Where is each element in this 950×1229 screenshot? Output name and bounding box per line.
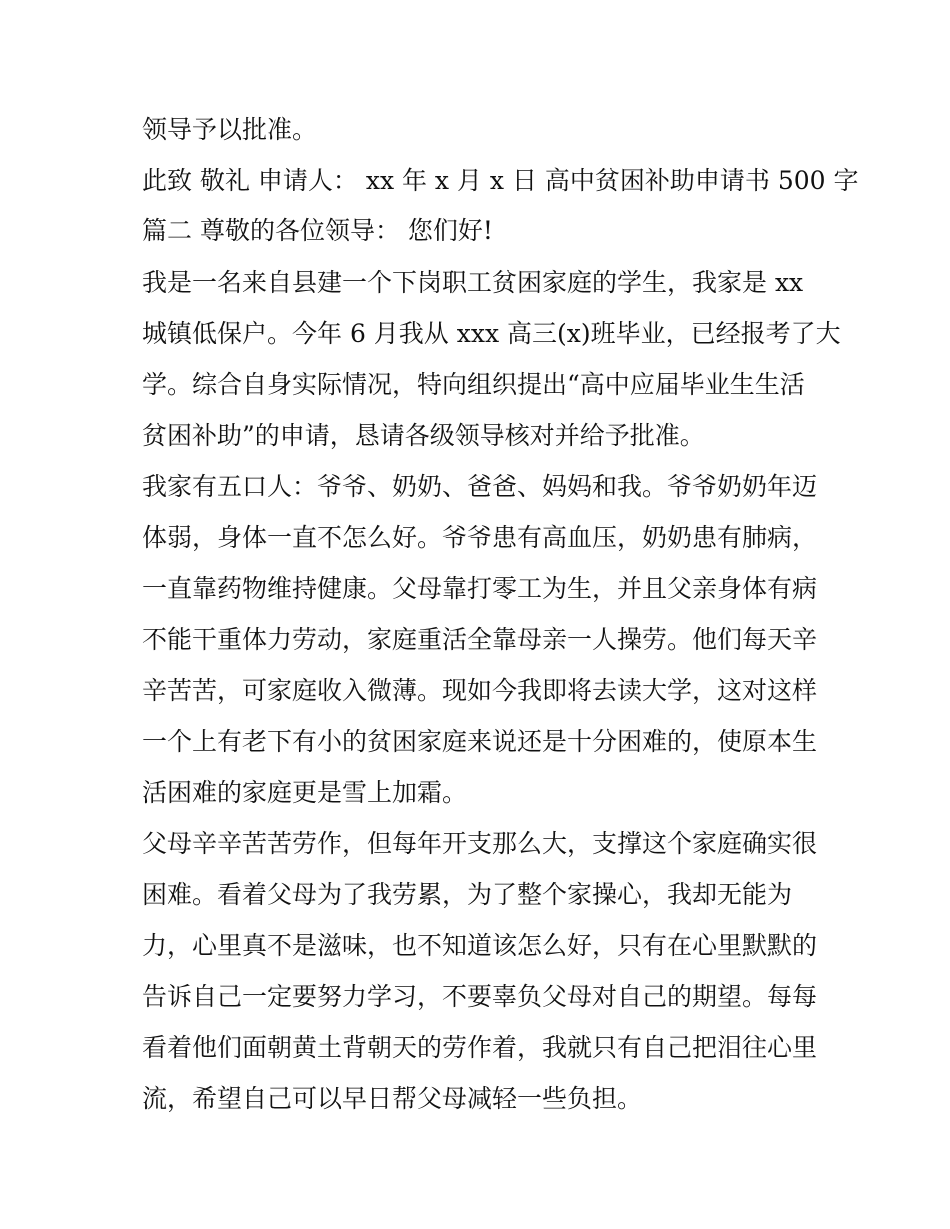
text-line: 告诉自己一定要努力学习，不要辜负父母对自己的期望。每每	[142, 982, 818, 1011]
text-line: 此致 敬礼 申请人： xx 年 x 月 x 日 高中贫困补助申请书 500 字	[142, 166, 859, 195]
text-line: 学。综合自身实际情况，特向组织提出“高中应届毕业生生活	[142, 370, 805, 399]
text-line: 一直靠药物维持健康。父母靠打零工为生，并且父亲身体有病	[142, 574, 818, 603]
text-line: 城镇低保户。今年 6 月我从 xxx 高三(x)班毕业，已经报考了大	[142, 319, 841, 348]
text-line: 流，希望自己可以早日帮父母减轻一些负担。	[142, 1084, 643, 1113]
text-line: 篇二 尊敬的各位领导： 您们好!	[142, 216, 493, 245]
text-line: 体弱，身体一直不怎么好。爷爷患有高血压，奶奶患有肺病，	[142, 523, 818, 552]
text-line: 活困难的家庭更是雪上加霜。	[142, 778, 468, 807]
text-line: 贫困补助”的申请，恳请各级领导核对并给予批准。	[142, 421, 705, 450]
text-line: 不能干重体力劳动，家庭重活全靠母亲一人操劳。他们每天辛	[142, 625, 818, 654]
text-line: 一个上有老下有小的贫困家庭来说还是十分困难的，使原本生	[142, 727, 818, 756]
text-line: 领导予以批准。	[142, 115, 318, 144]
text-line: 辛苦苦，可家庭收入微薄。现如今我即将去读大学，这对这样	[142, 676, 818, 705]
text-line: 力，心里真不是滋味，也不知道该怎么好，只有在心里默默的	[142, 931, 818, 960]
text-line: 我家有五口人：爷爷、奶奶、爸爸、妈妈和我。爷爷奶奶年迈	[142, 472, 818, 501]
text-line: 父母辛辛苦苦劳作，但每年开支那么大，支撑这个家庭确实很	[142, 829, 818, 858]
text-line: 困难。看着父母为了我劳累，为了整个家操心，我却无能为	[142, 880, 793, 909]
text-line: 看着他们面朝黄土背朝天的劳作着，我就只有自己把泪往心里	[142, 1033, 818, 1062]
text-line: 我是一名来自县建一个下岗职工贫困家庭的学生，我家是 xx	[142, 268, 804, 297]
